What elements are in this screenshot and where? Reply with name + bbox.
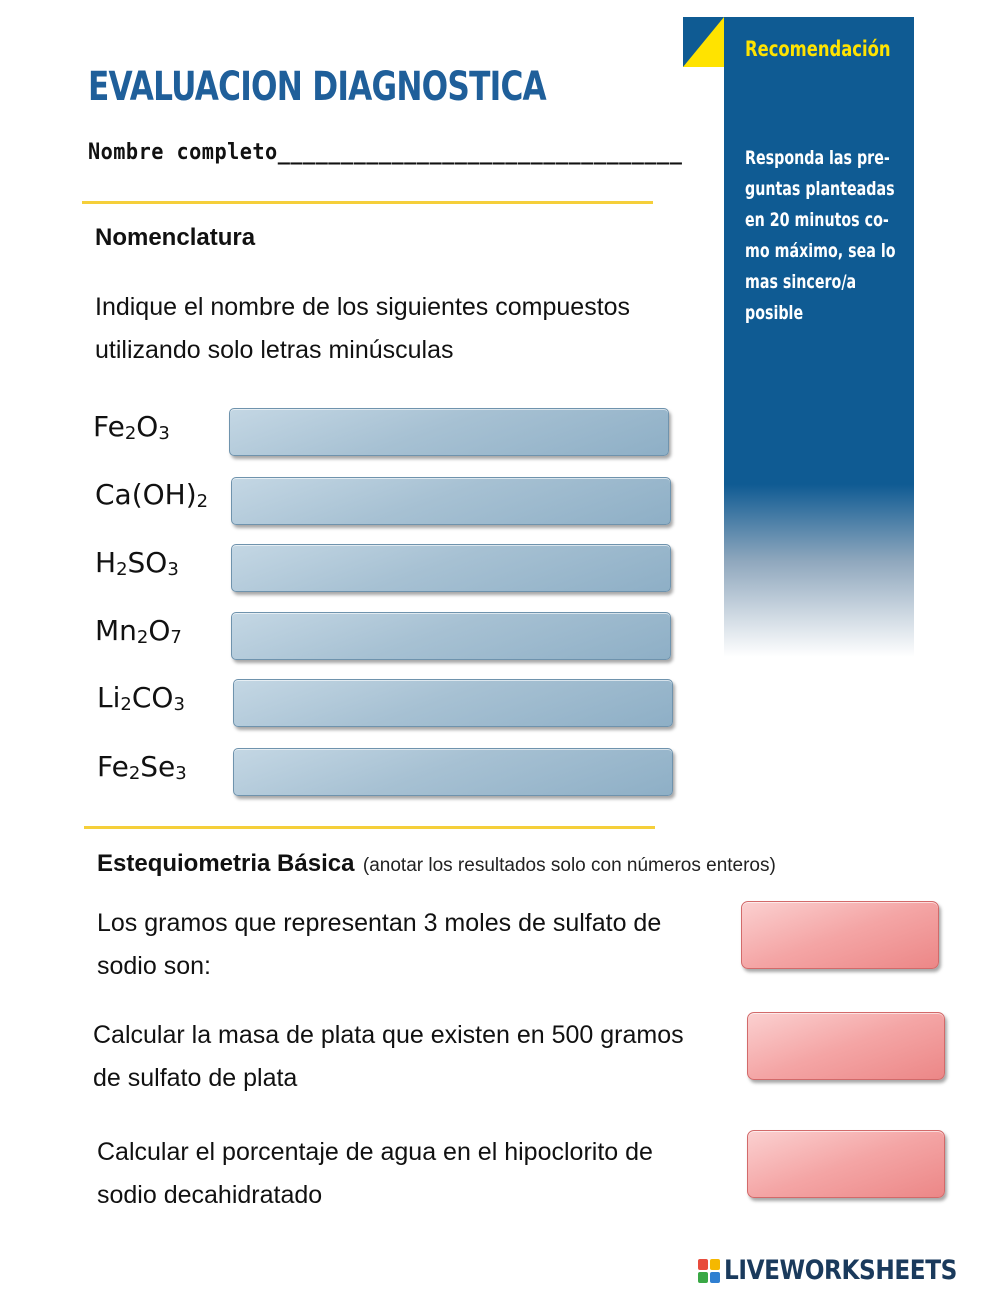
formula-fe2se3: $Fe_2Se_3$ bbox=[97, 750, 187, 784]
answer-field-question-2[interactable] bbox=[747, 1012, 945, 1080]
answer-field-caoh2[interactable] bbox=[231, 477, 671, 525]
name-blank-line: ________________________________ bbox=[277, 140, 683, 165]
liveworksheets-brand: LIVEWORKSHEETS bbox=[724, 1255, 957, 1286]
formula-h2so3: $H_2SO_3$ bbox=[95, 546, 179, 580]
formula-li2co3: $Li_2CO_3$ bbox=[97, 681, 185, 715]
estequiometria-heading: Estequiometria Básica bbox=[97, 850, 355, 877]
answer-field-fe2se3[interactable] bbox=[233, 748, 673, 796]
name-row bbox=[88, 140, 682, 165]
question-1 bbox=[97, 902, 661, 988]
divider-middle bbox=[84, 826, 655, 829]
corner-fold bbox=[683, 17, 724, 67]
recommendation-line: guntas planteadas bbox=[745, 178, 895, 200]
formula-caoh2: $Ca(OH)_2$ bbox=[95, 478, 209, 512]
divider-top bbox=[82, 201, 653, 204]
estequiometria-note: (anotar los resultados solo con números enteros) bbox=[362, 855, 776, 876]
question-line: de sulfato de plata bbox=[93, 1064, 298, 1092]
answer-field-mn2o7[interactable] bbox=[231, 612, 671, 660]
recommendation-text bbox=[745, 143, 903, 329]
instruction-line: utilizando solo letras minúsculas bbox=[95, 336, 454, 364]
formula-mn2o7: $Mn_2O_7$ bbox=[95, 614, 182, 648]
question-3 bbox=[97, 1131, 653, 1217]
question-line: sodio son: bbox=[97, 952, 211, 980]
question-line: Calcular el porcentaje de agua en el hipoclorito de bbox=[97, 1138, 653, 1166]
page-title: EVALUACION DIAGNOSTICA bbox=[88, 64, 546, 110]
answer-field-h2so3[interactable] bbox=[231, 544, 671, 592]
recommendation-line: posible bbox=[745, 302, 804, 324]
recommendation-line: mo máximo, sea lo bbox=[745, 240, 896, 262]
nomenclatura-instruction bbox=[95, 286, 630, 372]
question-line: sodio decahidratado bbox=[97, 1181, 323, 1209]
liveworksheets-logo-icon bbox=[698, 1259, 720, 1283]
recommendation-line: mas sincero/a bbox=[745, 271, 857, 293]
recommendation-line: en 20 minutos co- bbox=[745, 209, 889, 231]
answer-field-question-3[interactable] bbox=[747, 1130, 945, 1198]
recommendation-panel bbox=[724, 17, 914, 657]
question-line: Calcular la masa de plata que existen en 500 gramos bbox=[93, 1021, 684, 1049]
estequiometria-heading-row bbox=[97, 850, 776, 878]
instruction-line: Indique el nombre de los siguientes compuestos bbox=[95, 293, 631, 321]
nomenclatura-heading: Nomenclatura bbox=[95, 224, 256, 251]
question-2 bbox=[93, 1014, 684, 1100]
answer-field-li2co3[interactable] bbox=[233, 679, 673, 727]
recommendation-title: Recomendación bbox=[745, 37, 891, 61]
answer-field-fe2o3[interactable] bbox=[229, 408, 669, 456]
recommendation-line: Responda las pre- bbox=[745, 147, 890, 169]
formula-fe2o3: $Fe_2O_3$ bbox=[93, 410, 170, 444]
name-label: Nombre completo bbox=[88, 140, 278, 165]
answer-field-question-1[interactable] bbox=[741, 901, 939, 969]
liveworksheets-logo bbox=[698, 1255, 995, 1286]
question-line: Los gramos que representan 3 moles de sulfato de bbox=[97, 909, 662, 937]
